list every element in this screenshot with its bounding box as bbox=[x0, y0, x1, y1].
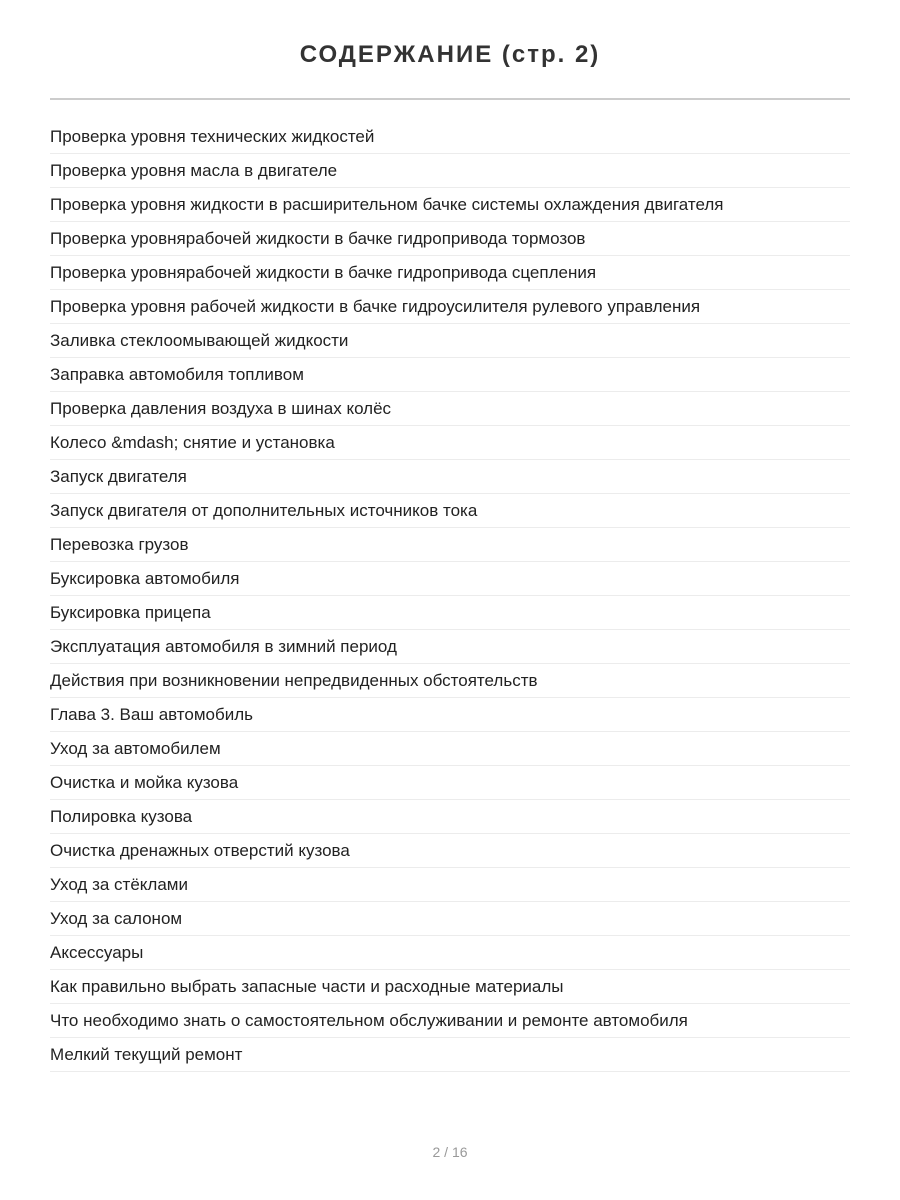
toc-item[interactable]: Заливка стеклоомывающей жидкости bbox=[50, 324, 850, 358]
page-title: СОДЕРЖАНИЕ (стр. 2) bbox=[299, 41, 601, 68]
page-indicator: 2 / 16 bbox=[432, 1144, 468, 1160]
toc-item[interactable]: Очистка и мойка кузова bbox=[50, 766, 850, 800]
toc-item[interactable]: Как правильно выбрать запасные части и расходные материалы bbox=[50, 970, 850, 1004]
toc-item[interactable]: Буксировка прицепа bbox=[50, 596, 850, 630]
toc-item[interactable]: Проверка уровня жидкости в расширительном бачке системы охлаждения двигателя bbox=[50, 188, 850, 222]
toc-item[interactable]: Уход за стёклами bbox=[50, 868, 850, 902]
toc-item[interactable]: Полировка кузова bbox=[50, 800, 850, 834]
toc-item[interactable]: Запуск двигателя от дополнительных источников тока bbox=[50, 494, 850, 528]
toc-item[interactable]: Проверка давления воздуха в шинах колёс bbox=[50, 392, 850, 426]
toc-item[interactable]: Проверка уровня технических жидкостей bbox=[50, 120, 850, 154]
toc-item[interactable]: Эксплуатация автомобиля в зимний период bbox=[50, 630, 850, 664]
toc-item[interactable]: Проверка уровнярабочей жидкости в бачке гидропривода тормозов bbox=[50, 222, 850, 256]
toc-item[interactable]: Аксессуары bbox=[50, 936, 850, 970]
toc-item[interactable]: Действия при возникновении непредвиденных обстоятельств bbox=[50, 664, 850, 698]
toc-item[interactable]: Перевозка грузов bbox=[50, 528, 850, 562]
toc-item[interactable]: Очистка дренажных отверстий кузова bbox=[50, 834, 850, 868]
toc-item[interactable]: Уход за салоном bbox=[50, 902, 850, 936]
toc-item[interactable]: Мелкий текущий ремонт bbox=[50, 1038, 850, 1072]
toc-item[interactable]: Запуск двигателя bbox=[50, 460, 850, 494]
toc-item[interactable]: Проверка уровнярабочей жидкости в бачке гидропривода сцепления bbox=[50, 256, 850, 290]
page-header bbox=[50, 0, 850, 100]
toc-item[interactable]: Проверка уровня рабочей жидкости в бачке гидроусилителя рулевого управления bbox=[50, 290, 850, 324]
table-of-contents bbox=[50, 120, 850, 1072]
toc-item[interactable]: Уход за автомобилем bbox=[50, 732, 850, 766]
toc-item[interactable]: Буксировка автомобиля bbox=[50, 562, 850, 596]
toc-item[interactable]: Заправка автомобиля топливом bbox=[50, 358, 850, 392]
toc-item-chapter[interactable]: Глава 3. Ваш автомобиль bbox=[50, 698, 850, 732]
toc-item[interactable]: Колесо &mdash; снятие и установка bbox=[50, 426, 850, 460]
toc-item[interactable]: Что необходимо знать о самостоятельном обслуживании и ремонте автомобиля bbox=[50, 1004, 850, 1038]
toc-item[interactable]: Проверка уровня масла в двигателе bbox=[50, 154, 850, 188]
